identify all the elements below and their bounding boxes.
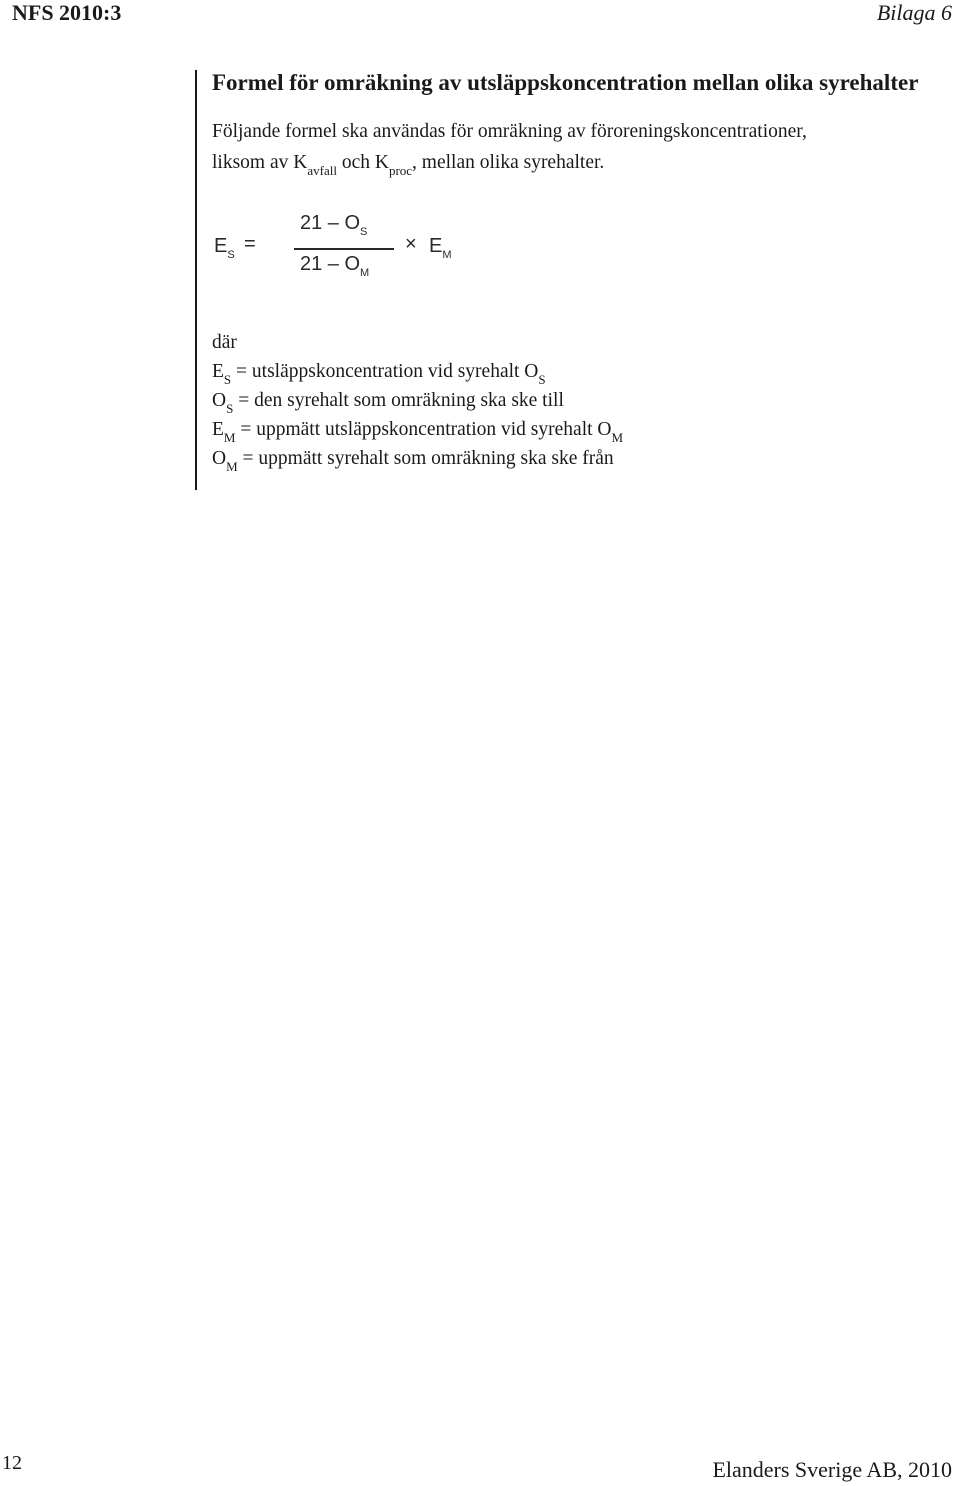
intro-line-1: Följande formel ska användas för omräkning av föroreningskoncentrationer, (212, 121, 807, 142)
definition-symbol-subscript: S (223, 372, 232, 387)
definition-symbol: E (212, 419, 224, 440)
definition-tail-subscript: M (611, 430, 624, 445)
page-number: 12 (2, 1452, 22, 1474)
definition-item (212, 444, 947, 473)
formula-lhs-subscript: S (227, 249, 235, 261)
definition-symbol: E (212, 361, 224, 382)
definition-text: = utsläppskoncentration vid syrehalt O (231, 361, 539, 382)
formula-numerator (300, 212, 368, 238)
definition-tail-subscript: S (538, 372, 546, 387)
formula-denominator-subscript: M (360, 267, 370, 279)
definitions-intro: där (212, 332, 237, 353)
definition-text: = uppmätt utsläppskoncentration vid syrehalt O (235, 419, 612, 440)
intro-line-2-b: och K (336, 152, 389, 173)
formula-denominator-text: 21 – O (300, 253, 361, 275)
definition-text: = uppmätt syrehalt som omräkning ska ske från (237, 448, 614, 469)
definition-symbol-subscript: S (226, 401, 234, 416)
conversion-formula (212, 208, 947, 300)
intro-line-2-a: liksom av K (212, 152, 308, 173)
definition-symbol-subscript: M (226, 459, 238, 474)
formula-rhs-symbol: E (429, 235, 443, 257)
definition-item (212, 415, 947, 444)
definition-symbol: O (212, 448, 227, 469)
k-avfall-subscript: avfall (307, 163, 337, 178)
document-id: NFS 2010:3 (12, 0, 122, 25)
formula-lhs (214, 235, 235, 261)
section-heading: Formel för omräkning av utsläppskoncentration mellan olika syrehalter (212, 70, 919, 95)
formula-numerator-subscript: S (360, 226, 368, 238)
definition-symbol: O (212, 390, 227, 411)
definition-symbol-subscript: M (223, 430, 236, 445)
formula-lhs-symbol: E (214, 235, 228, 257)
definition-text: = den syrehalt som omräkning ska ske till (233, 390, 564, 411)
definitions-list (212, 328, 947, 473)
fraction-bar (294, 248, 394, 250)
formula-times: × (405, 233, 417, 255)
change-bar (195, 70, 197, 490)
main-content (212, 68, 947, 473)
definition-item (212, 386, 947, 415)
k-proc-subscript: proc (388, 163, 413, 178)
definition-item (212, 357, 947, 386)
formula-equals: = (244, 233, 256, 255)
formula-denominator (300, 253, 370, 279)
annex-label: Bilaga 6 (876, 0, 952, 25)
formula-rhs (429, 235, 452, 261)
formula-rhs-subscript: M (442, 249, 452, 261)
formula-numerator-text: 21 – O (300, 212, 361, 234)
intro-line-2-c: , mellan olika syrehalter. (412, 152, 605, 173)
publisher: Elanders Sverige AB, 2010 (712, 1457, 952, 1482)
intro-paragraph (212, 116, 947, 178)
